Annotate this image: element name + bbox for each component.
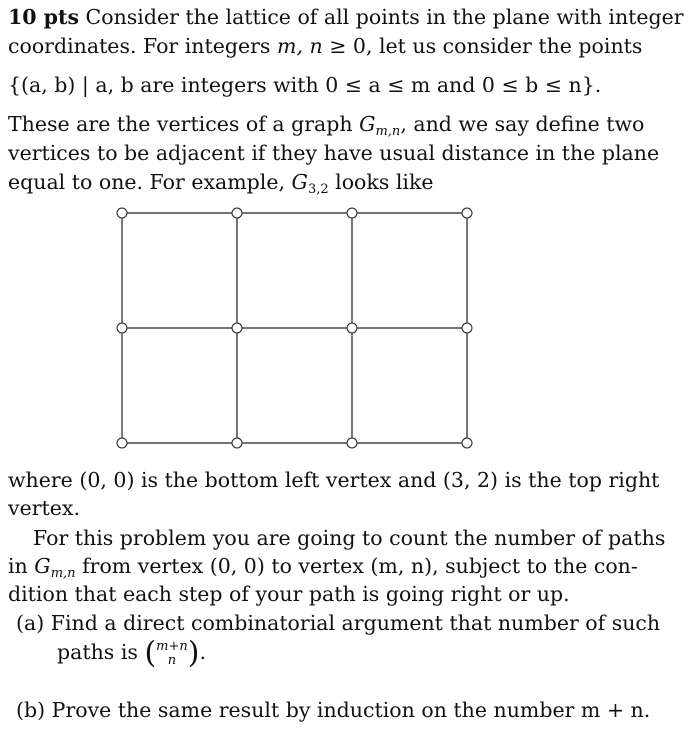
set-definition: {(a, b) | a, b are integers with 0 ≤ a ≤ m and 0 ≤ b ≤ n}.: [8, 73, 602, 97]
part-a-text-1: Find a direct combinatorial argument that number of such: [50, 611, 661, 635]
problem-text-6b: looks like: [335, 170, 434, 194]
example-subscript: 3,2: [307, 182, 329, 197]
graph-vertex-3-2: [462, 208, 472, 218]
problem-line-5: vertices to be adjacent if they have usual distance in the plane: [8, 141, 660, 165]
problem-line-6: [8, 168, 434, 196]
part-a-line-2: [57, 635, 206, 671]
problem-text-2b: ≥ 0, let us consider the points: [329, 34, 643, 58]
graph-vertex-3-1: [462, 323, 472, 333]
para2-graph-symbol: G: [34, 554, 51, 578]
para2-line-2: [8, 552, 638, 580]
graph-vertex-2-0: [347, 438, 357, 448]
after-graph-line-2: vertex.: [8, 496, 80, 520]
para2-line-1: For this problem you are going to count the number of paths: [33, 526, 666, 550]
example-graph-symbol: G: [291, 170, 308, 194]
para2-text-2a: in: [8, 554, 28, 578]
after-graph-line-1: where (0, 0) is the bottom left vertex and (3, 2) is the top right: [8, 468, 660, 492]
part-b-label: (b): [16, 698, 46, 722]
part-b-text: Prove the same result by induction on the number m + n.: [51, 698, 651, 722]
graph-vertex-0-1: [117, 323, 127, 333]
problem-text-4b: , and we say define two: [400, 112, 645, 136]
graph-vertex-1-0: [232, 438, 242, 448]
part-a-label: (a): [16, 611, 45, 635]
graph-vertex-2-2: [347, 208, 357, 218]
graph-vertex-0-0: [117, 438, 127, 448]
problem-text-6a: equal to one. For example,: [8, 170, 286, 194]
graph-vertex-0-2: [117, 208, 127, 218]
graph-vertex-1-2: [232, 208, 242, 218]
problem-text-4a: These are the vertices of a graph: [8, 112, 353, 136]
part-a-text-2: paths is: [57, 640, 138, 664]
points-label: 10 pts: [8, 5, 80, 29]
problem-line-4: [8, 110, 644, 138]
para2-line-3: dition that each step of your path is going right or up.: [8, 582, 570, 606]
graph-vertex-1-1: [232, 323, 242, 333]
math-mn: m, n: [277, 34, 323, 58]
para2-text-2b: from vertex (0, 0) to vertex (m, n), subject to the con-: [82, 554, 638, 578]
problem-line-2: [8, 32, 642, 60]
para2-graph-subscript: m,n: [50, 566, 76, 581]
problem-text-2a: coordinates. For integers: [8, 34, 271, 58]
binom-bottom: n: [167, 652, 177, 668]
part-b-line: [16, 696, 650, 724]
part-a-line-1: [16, 609, 660, 637]
graph-vertex-3-0: [462, 438, 472, 448]
binomial-coefficient: ( m+n n ): [144, 635, 200, 671]
problem-text-1: Consider the lattice of all points in the plane with integer: [85, 5, 684, 29]
part-a-period: .: [199, 640, 206, 664]
graph-vertex-2-1: [347, 323, 357, 333]
graph-symbol: G: [359, 112, 376, 136]
problem-line-1: [8, 3, 684, 31]
binom-top: m+n: [156, 638, 188, 654]
graph-subscript: m,n: [375, 124, 401, 139]
